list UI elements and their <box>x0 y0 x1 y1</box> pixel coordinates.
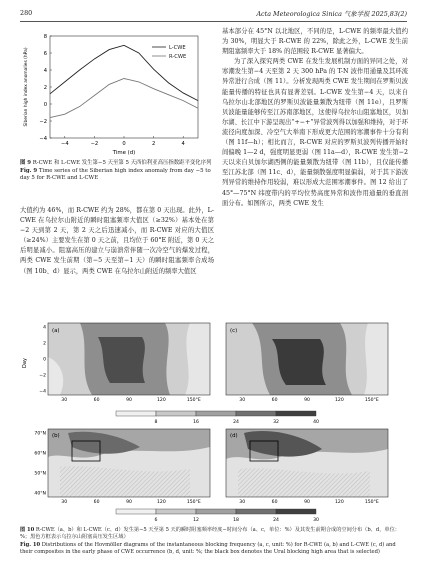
series-line-r-cwe <box>50 79 198 118</box>
fig9-ylabel: Siberian high index anomalies (hPa) <box>24 47 29 127</box>
x-tick-label: 2 <box>151 141 156 147</box>
x-tick-label: 150°E <box>186 500 201 505</box>
colorbar-top-label: 16 <box>193 420 199 425</box>
y-tick-label: 6 <box>43 50 47 57</box>
colorbar-bottom-label: 12 <box>193 518 199 523</box>
x-tick-label: 120 <box>157 398 166 403</box>
x-tick-label: 0 <box>122 141 126 147</box>
fig9-caption-en: Time series of the Siberian high index anomaly from day −5 to day 5 for R-CWE and L-CWE <box>20 167 211 182</box>
fig10-caption <box>20 527 405 557</box>
x-tick-label: 60 <box>271 500 278 505</box>
x-tick-label: 60 <box>271 398 278 403</box>
page-header <box>20 9 407 21</box>
y-tick-label: −2 <box>39 373 46 379</box>
x-tick-label: 60 <box>93 500 100 505</box>
x-tick-label: 4 <box>181 141 185 147</box>
x-tick-label: 30 <box>61 398 68 403</box>
panel-label-c: (c) <box>230 328 238 334</box>
fig9-caption-cn-label: 图 9 <box>20 160 32 166</box>
x-tick-label: 150°E <box>364 398 379 403</box>
panel-b-map <box>48 429 210 497</box>
panel-label-b: (b) <box>52 433 60 439</box>
fig9-line-chart <box>18 30 208 158</box>
colorbar-bottom <box>116 509 316 514</box>
fig10-caption-en: Distributions of the Hovmöller diagrams of the instantaneous blocking frequency (a, c, unit: %) for R-CWE (a, b) and L-CWE (c, d) and their composites in the early phase of CWE occurrence (b, d, unit: %; the black box denotes the Ural blocking high area that is selected) <box>20 541 396 556</box>
fig10-figure <box>20 317 410 525</box>
right-column-text <box>222 27 408 209</box>
fig10-caption-en-label: Fig. 10 <box>20 541 41 548</box>
y-tick-label: 40°N <box>34 491 46 497</box>
right-paragraph-1: 基本部分在 45°N 以北地区，不同的是，L-CWE 的频率最大值约为 30%，明显大于 R-CWE 的 22%，除此之外，L-CWE 发生前期阻塞频率大于 18% 的范围较 R-CWE 显著偏大。 <box>222 28 408 56</box>
header-rule <box>20 21 407 22</box>
y-tick-label: −4 <box>39 389 46 395</box>
y-tick-label: −4 <box>39 135 47 142</box>
y-tick-label: 50°N <box>34 471 46 477</box>
legend-l-cwe: L-CWE <box>169 45 186 51</box>
y-tick-label: 70°N <box>34 431 46 437</box>
x-tick-label: 60 <box>93 398 100 403</box>
y-tick-label: 4 <box>43 325 46 331</box>
x-tick-label: 120 <box>157 500 166 505</box>
x-tick-label: −4 <box>60 141 69 147</box>
x-tick-label: −2 <box>90 141 99 147</box>
y-tick-label: 0 <box>43 357 46 363</box>
panel-c-hovmoller <box>226 323 388 395</box>
x-tick-label: 90 <box>126 500 132 505</box>
left-paragraph: 大值约为 46%，而 R-CWE 约为 28%，都在第 0 天出现。此外，L-CWE 在乌拉尔山附近的瞬时阻塞频率大值区（≥32%）基本处在第−2 天到第 2 天，第 2 天之后迅速减小，而 R-CWE 对应的大值区（≥24%）主要发生在第 0 天之前，且均位于 60°E 附近，第 0 天之后明显减小。阻塞高压的建立与崩溃常伴随一次冷空气的爆发过程，两类 CWE 发生前期（第−5 天至第−1 天）的瞬时阻塞频率合成场（图 10b、d）显示，两类 CWE 在乌拉尔山附近的频率大值区 <box>20 207 214 275</box>
legend-r-cwe: R-CWE <box>169 54 187 60</box>
colorbar-top-label: 24 <box>233 420 239 425</box>
left-column-text <box>20 206 214 277</box>
journal-title: Acta Meteorologica Sinica 气象学报 2025,83(2) <box>256 10 407 18</box>
fig9-caption-cn: R-CWE 和 L-CWE 发生第−5 天至第 5 天西伯利亚高压指数距平变化序列 <box>32 160 212 166</box>
colorbar-bottom-label: 18 <box>233 518 239 523</box>
y-tick-label: 8 <box>43 33 47 40</box>
panel-d-map <box>226 429 388 497</box>
fig10-ylabel: Day <box>22 358 28 368</box>
fig9-xlabel: Time (d) <box>112 150 136 156</box>
colorbar-bottom-label: 24 <box>273 518 279 523</box>
y-tick-label: 60°N <box>34 451 46 457</box>
fig9-caption <box>20 160 214 183</box>
colorbar-bottom-label: 30 <box>313 518 319 523</box>
fig10-caption-cn: R-CWE（a、b）和 L-CWE（c、d）发生第−5 天至第 5 天的瞬时阻塞频率经度−时间分布（a、c，单位：%）及其发生前期合成的空间分布（b、d，单位：%；黑色方框表示乌拉尔山阻塞高压发生区域） <box>20 527 400 541</box>
x-tick-label: 150°E <box>364 500 379 505</box>
x-tick-label: 90 <box>126 398 132 403</box>
colorbar-top-label: 40 <box>313 420 319 425</box>
x-tick-label: 150°E <box>186 398 201 403</box>
colorbar-bottom-label: 6 <box>154 518 158 523</box>
x-tick-label: 30 <box>239 500 246 505</box>
x-tick-label: 30 <box>239 398 246 403</box>
fig9-caption-en-label: Fig. 9 <box>20 167 38 174</box>
x-tick-label: 120 <box>335 500 344 505</box>
panel-label-a: (a) <box>52 328 60 334</box>
colorbar-top-label: 32 <box>273 420 279 425</box>
x-tick-label: 30 <box>61 500 68 505</box>
right-paragraph-2: 为了深入探究两类 CWE 在发生发展机制方面的异同之处，对寒潮发生第−4 天至第 2 天 300 hPa 的 T-N 波作用通量及其环流异常进行合成（图 11）。分析发现两类 CWE 发生期间在罗斯贝波能量传播的特征也具有显著差别。L-CWE 发生第−4 天，以来自乌拉尔山北部地区的罗斯贝波能量频散为纽带（图 11e），且罗斯贝波能量能够传至江苏南部地区，这使得乌拉尔山阻塞地区，贝加尔湖、长江中下游呈现出“+−+”异常波列得以加强和维持，对于环流径向度加深、冷空气大举南下形成更大范围的寒潮事件十分有利（图 11f—h）；相比而言，R-CWE 对应的罗斯贝波列传播开始时间偏晚 1—2 d，强度明显更弱（图 11a—d），R-CWE 发生第−2 天以来自贝加尔湖西侧的能量频散为纽带（图 11b），且仅能传播至江苏北部（图 11c、d），能量频散强度明显偏弱，对于其下游波列异常的维持作用较弱，难以形成大范围寒潮事件。图 12 给出了 45°—75°N 纬度带内的平均位势高度异常和波作用通量的垂直剖面分布。如图所示，两类 CWE 发生 <box>222 58 408 207</box>
x-tick-label: 120 <box>335 398 344 403</box>
y-tick-label: 2 <box>43 84 47 91</box>
y-tick-label: −2 <box>39 118 47 125</box>
page-number: 280 <box>20 9 33 17</box>
fig10-caption-cn-label: 图 10 <box>20 527 35 533</box>
colorbar-top-label: 8 <box>154 420 158 425</box>
colorbar-top <box>116 411 316 416</box>
x-tick-label: 90 <box>304 500 310 505</box>
y-tick-label: 0 <box>43 101 47 108</box>
y-tick-label: 4 <box>43 67 47 74</box>
x-tick-label: 90 <box>304 398 310 403</box>
y-tick-label: 2 <box>43 341 46 347</box>
panel-a-hovmoller <box>48 323 210 395</box>
panel-label-d: (d) <box>230 433 238 439</box>
